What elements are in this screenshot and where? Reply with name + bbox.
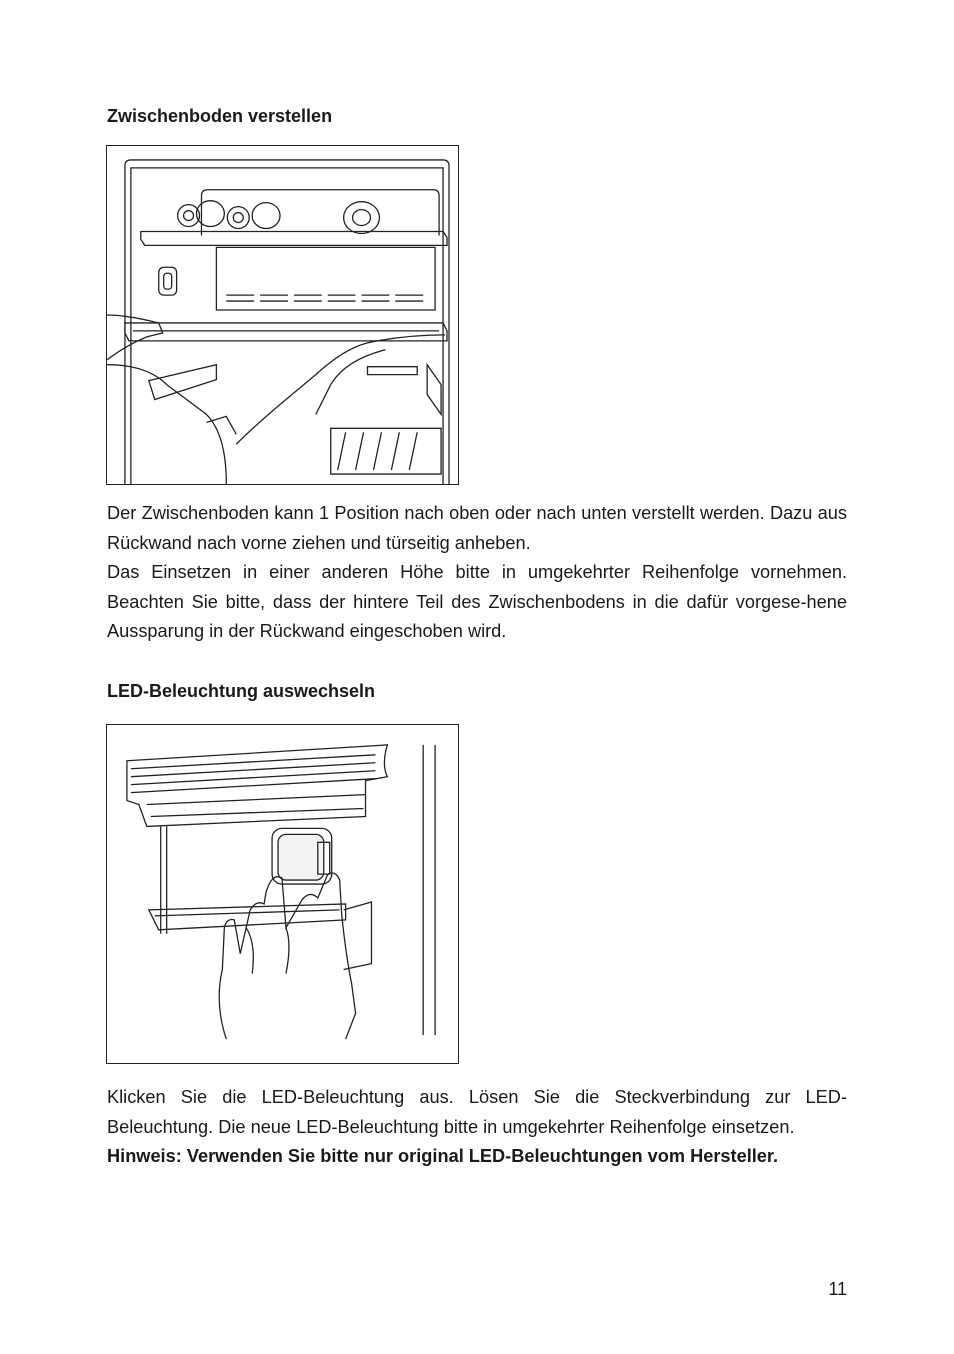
led-note: Hinweis: Verwenden Sie bitte nur original LED-Beleuchtungen vom Hersteller. bbox=[107, 1146, 779, 1167]
shelf-adjustment-illustration bbox=[106, 145, 459, 485]
section-heading-shelf: Zwischenboden verstellen bbox=[107, 106, 333, 126]
led-instructions bbox=[107, 1083, 847, 1172]
shelf-instructions-paragraph-2: Das Einsetzen in einer anderen Höhe bitte in umgekehrter Reihenfolge vornehmen. Beachten Sie bitte, dass der hintere Teil des Zwischenbodens in die dafür vorgese-hene Aussparung in der Rückwand eingeschoben wird. bbox=[107, 562, 847, 642]
shelf-instructions bbox=[107, 499, 847, 647]
led-replacement-illustration bbox=[106, 724, 459, 1064]
section-heading-led: LED-Beleuchtung auswechseln bbox=[107, 681, 376, 701]
shelf-instructions-paragraph-1: Der Zwischenboden kann 1 Position nach oben oder nach unten verstellt werden. Dazu aus Rückwand nach vorne ziehen und türseitig anheben. bbox=[107, 503, 847, 553]
page-number: 11 bbox=[828, 1279, 847, 1299]
led-instructions-paragraph: Klicken Sie die LED-Beleuchtung aus. Lösen Sie die Steckverbindung zur LED-Beleuchtung. Die neue LED-Beleuchtung bitte in umgekehrter Reihenfolge einsetzen. bbox=[107, 1087, 847, 1137]
